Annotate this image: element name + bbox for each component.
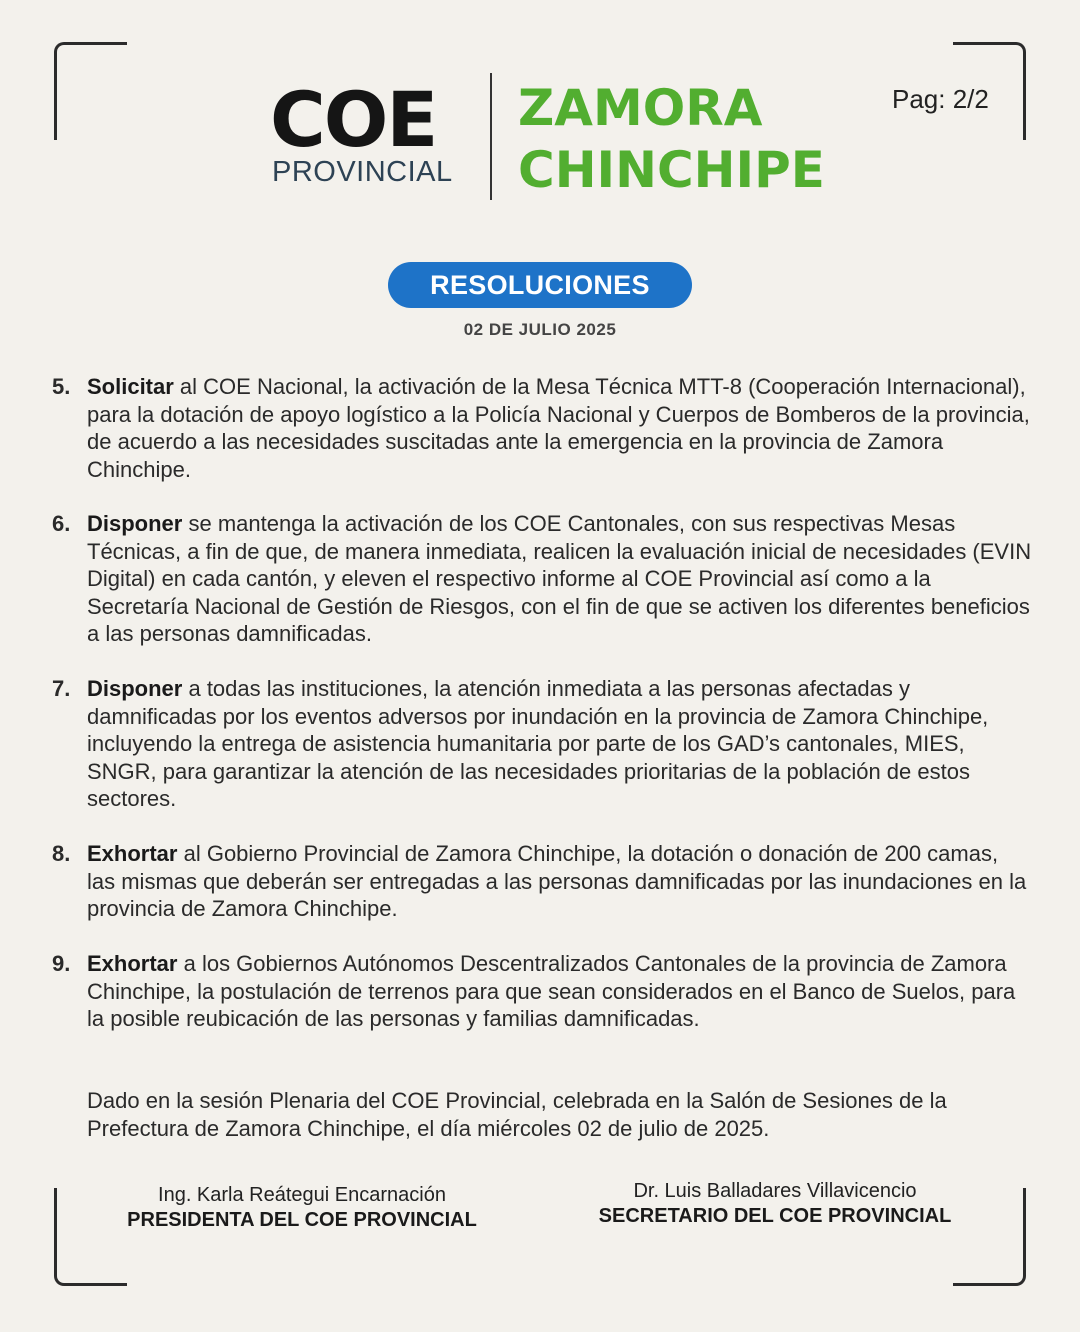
resolution-item	[52, 373, 1032, 483]
item-verb: Exhortar	[87, 951, 178, 976]
item-text: al Gobierno Provincial de Zamora Chinchipe, la dotación o donación de 200 camas, las mismas que deberán ser entregadas a las personas damnificadas por las inundaciones en la provincia de Zamora Chinchipe.	[87, 841, 1027, 921]
item-text: a todas las instituciones, la atención inmediata a las personas afectadas y damnificadas por los eventos adversos por inundación en la provincia de Zamora Chinchipe, incluyendo la entrega de asistencia humanitaria por parte de los GAD’s cantonales, MIES, SNGR, para garantizar la atención de las necesidades prioritarias de la población de estos sectores.	[87, 676, 989, 811]
page-number: Pag: 2/2	[892, 84, 989, 114]
resolution-item	[52, 510, 1032, 648]
item-number: 6.	[52, 511, 71, 536]
coe-logo-text: COE	[270, 75, 437, 164]
document-date: 02 DE JULIO 2025	[463, 320, 617, 339]
resolution-item	[52, 840, 1032, 923]
item-number: 7.	[52, 676, 71, 701]
closing-paragraph: Dado en la sesión Plenaria del COE Provincial, celebrada en la Salón de Sesiones de la Prefectura de Zamora Chinchipe, el día miércoles 02 de julio de 2025.	[87, 1088, 947, 1141]
signatory-role: PRESIDENTA DEL COE PROVINCIAL	[127, 1209, 477, 1231]
frame-corner-top-left	[54, 42, 127, 140]
signatory-name: Ing. Karla Reátegui Encarnación	[158, 1184, 446, 1206]
coe-logo-provincial: PROVINCIAL	[272, 156, 453, 188]
item-text: al COE Nacional, la activación de la Mesa Técnica MTT-8 (Cooperación Internacional), para la dotación de apoyo logístico a la Policía Nacional y Cuerpos de Bomberos de la provincia, de acuerdo a las necesidades suscitadas ante la emergencia en la provincia de Zamora Chinchipe.	[87, 374, 1030, 482]
item-verb: Exhortar	[87, 841, 178, 866]
signature-secretary	[570, 1179, 980, 1229]
item-text: a los Gobiernos Autónomos Descentralizados Cantonales de la provincia de Zamora Chinchipe, la postulación de terrenos para que sean considerados en el Banco de Suelos, para la posible reubicación de las personas y familias damnificadas.	[87, 951, 1016, 1031]
item-number: 5.	[52, 374, 71, 399]
resolution-item	[52, 950, 1032, 1033]
signatory-role: SECRETARIO DEL COE PROVINCIAL	[598, 1205, 952, 1227]
header-divider	[490, 73, 492, 200]
item-text: se mantenga la activación de los COE Cantonales, con sus respectivas Mesas Técnicas, a fin de que, de manera inmediata, realicen la evaluación inicial de necesidades (EVIN Digital) en cada cantón, y eleven el respectivo informe al COE Provincial así como a la Secretaría Nacional de Gestión de Riesgos, con el fin de que se activen los diferentes beneficios a las personas damnificadas.	[87, 511, 1032, 646]
province-name-line1: ZAMORA	[518, 79, 763, 137]
item-verb: Disponer	[87, 511, 183, 536]
item-verb: Solicitar	[87, 374, 174, 399]
title-badge: RESOLUCIONES	[388, 262, 692, 308]
signature-president	[100, 1183, 504, 1233]
item-verb: Disponer	[87, 676, 183, 701]
resolution-item	[52, 675, 1032, 813]
signatory-name: Dr. Luis Balladares Villavicencio	[633, 1180, 917, 1202]
province-name-line2: CHINCHIPE	[518, 141, 825, 199]
coe-logo	[270, 75, 465, 164]
item-number: 8.	[52, 841, 71, 866]
item-number: 9.	[52, 951, 71, 976]
